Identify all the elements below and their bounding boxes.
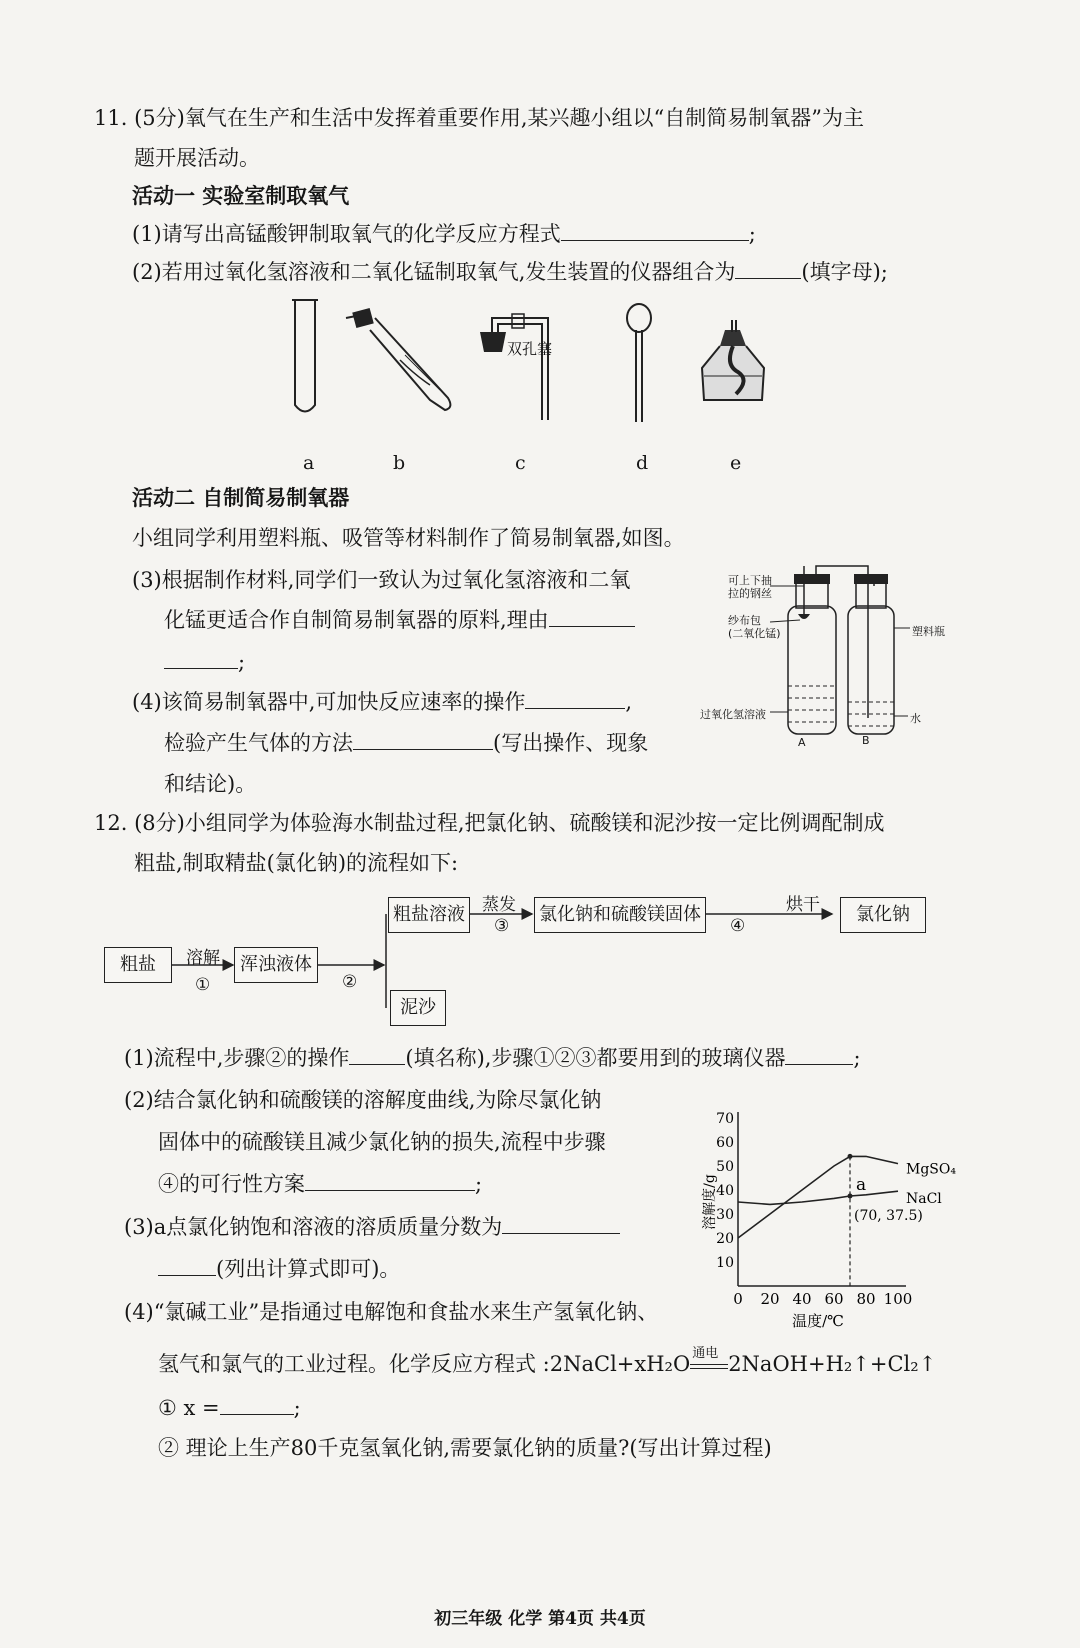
two-hole-stopper-icon [480,314,548,420]
y-axis-title: 溶解度/g [702,1174,718,1230]
q12-line2: 粗盐,制取精盐(氯化钠)的流程如下: [134,851,459,875]
answer-blank[interactable] [785,1044,853,1065]
y-tick-label: 40 [716,1183,734,1199]
q11-part4b: 检验产生气体的方法 (写出操作、现象 [164,731,649,755]
answer-blank[interactable] [353,729,493,750]
q11-line1: 11. (5分)氧气在生产和生活中发挥着重要作用,某兴趣小组以“自制简易制氧器”为主 [94,106,864,130]
q12-part4a: (4)“氯碱工业”是指通过电解饱和食盐水来生产氢氧化钠、 [124,1300,659,1324]
q12-part2c: ④的可行性方案 ; [158,1172,483,1196]
legend-nacl: NaCl [906,1191,942,1208]
flow-crude-salt: 粗盐 [104,947,172,983]
answer-blank[interactable] [349,1044,405,1065]
flow-step2: ② [342,972,358,992]
q11-part2: (2)若用过氧化氢溶液和二氧化锰制取氧气,发生装置的仪器组合为 (填字母); [132,260,888,284]
label-a: a [303,452,315,474]
q11-intro: 小组同学利用塑料瓶、吸管等材料制作了简易制氧器,如图。 [132,526,685,550]
flow-mixed-solid: 氯化钠和硫酸镁固体 [534,897,706,933]
flow-step1: ① [195,975,211,995]
q12-part2a: (2)结合氯化钠和硫酸镁的溶解度曲线,为除尽氯化钠 [124,1088,602,1112]
x-tick-label: 80 [856,1290,876,1308]
x-tick-label: 0 [733,1290,743,1308]
answer-blank[interactable] [549,606,635,627]
series-mgso4-line [738,1156,898,1238]
point-a-label: a [856,1175,867,1195]
flow-evaporate: 蒸发 [482,895,516,915]
flow-turbid-liquid: 浑浊液体 [234,947,318,983]
flow-sand: 泥沙 [390,990,446,1026]
stoppered-tube-icon [346,308,450,410]
equation-arrow: 通电 [690,1354,728,1378]
y-tick-label: 60 [716,1135,734,1151]
label-e: e [730,452,742,474]
q11-part1: (1)请写出高锰酸钾制取氧气的化学反应方程式 ; [132,222,756,246]
label-d: d [636,452,649,474]
x-tick-label: 100 [883,1290,913,1308]
mgso4-peak-marker [848,1154,853,1159]
flow-dissolve: 溶解 [186,948,220,968]
y-tick-label: 70 [716,1111,734,1127]
point-a-coordinates: (70, 37.5) [854,1208,923,1224]
point-a-marker [848,1194,853,1199]
flow-crude-solution: 粗盐溶液 [388,897,470,933]
q12-part4b: 氢气和氯气的工业过程。化学反应方程式 :2NaCl+xH₂O 通电 2NaOH+H₂↑+Cl₂↑ [158,1345,937,1376]
q12-line1: 12. (8分)小组同学为体验海水制盐过程,把氯化钠、硫酸镁和泥沙按一定比例调配制成 [94,811,885,835]
q12-part3a: (3)a点氯化钠饱和溶液的溶质质量分数为 [124,1213,620,1241]
h2o2-label: 过氧化氢溶液 [700,708,766,721]
flow-dry: 烘干 [786,895,820,915]
x-tick-label: 60 [824,1290,844,1308]
y-tick-label: 50 [716,1159,734,1175]
answer-blank[interactable] [525,688,625,709]
q11-part3a: (3)根据制作材料,同学们一致认为过氧化氢溶液和二氧 [132,568,631,592]
pack-label: 纱布包 (二氧化锰) [728,614,781,640]
test-tube-icon [292,300,318,412]
flow-step4: ④ [730,916,746,936]
answer-blank[interactable] [220,1394,294,1415]
flow-nacl: 氯化钠 [840,897,926,933]
label-c: c [515,452,526,474]
answer-blank[interactable] [164,648,238,669]
q11-line2: 题开展活动。 [134,146,260,170]
q12-part3b: (列出计算式即可)。 [158,1255,400,1283]
y-tick-label: 20 [716,1231,734,1247]
q12-part2b: 固体中的硫酸镁且减少氯化钠的损失,流程中步骤 [158,1130,606,1154]
q11-part4c: 和结论)。 [164,772,257,796]
q11-part3c: ; [164,648,245,676]
answer-blank[interactable] [305,1170,475,1191]
q12-part4c: ① x = ; [158,1396,301,1420]
flow-step3: ③ [494,916,510,936]
activity-1-heading: 活动一 实验室制取氧气 [132,184,350,208]
x-tick-label: 20 [760,1290,780,1308]
q12-part1: (1)流程中,步骤②的操作 (填名称),步骤①②③都要用到的玻璃仪器 ; [124,1046,861,1070]
bottle-label: 塑料瓶 [912,625,945,638]
y-tick-label: 30 [716,1207,734,1223]
bottle-a-label: A [798,736,806,749]
apparatus-figure [280,290,780,430]
answer-blank[interactable] [502,1213,620,1234]
page-footer: 初三年级 化学 第4页 共4页 [434,1609,646,1629]
y-tick-label: 10 [716,1255,734,1271]
bottle-b-label: B [862,734,870,747]
answer-blank[interactable] [158,1255,216,1276]
answer-blank[interactable] [735,258,801,279]
funnel-icon [627,304,651,422]
legend-mgso4: MgSO₄ [906,1161,956,1178]
q12-part4d: ② 理论上生产80千克氢氧化钠,需要氯化钠的质量?(写出计算过程) [158,1436,772,1460]
label-b: b [393,452,406,474]
water-label: 水 [910,712,921,725]
x-axis-title: 温度/℃ [792,1312,844,1330]
alcohol-lamp-icon [702,320,764,400]
activity-2-heading: 活动二 自制简易制氧器 [132,486,350,510]
wire-label: 可上下抽 拉的钢丝 [728,574,772,600]
x-tick-label: 40 [792,1290,812,1308]
q11-part3b: 化锰更适合作自制简易制氧器的原料,理由 [164,606,635,634]
stopper-label: 双孔塞 [507,340,553,358]
answer-blank[interactable] [561,220,749,241]
q11-part4a: (4)该简易制氧器中,可加快反应速率的操作 , [132,690,633,714]
oxygen-generator-figure [770,566,920,746]
series-nacl-line [738,1191,898,1204]
solubility-chart [700,1100,960,1330]
